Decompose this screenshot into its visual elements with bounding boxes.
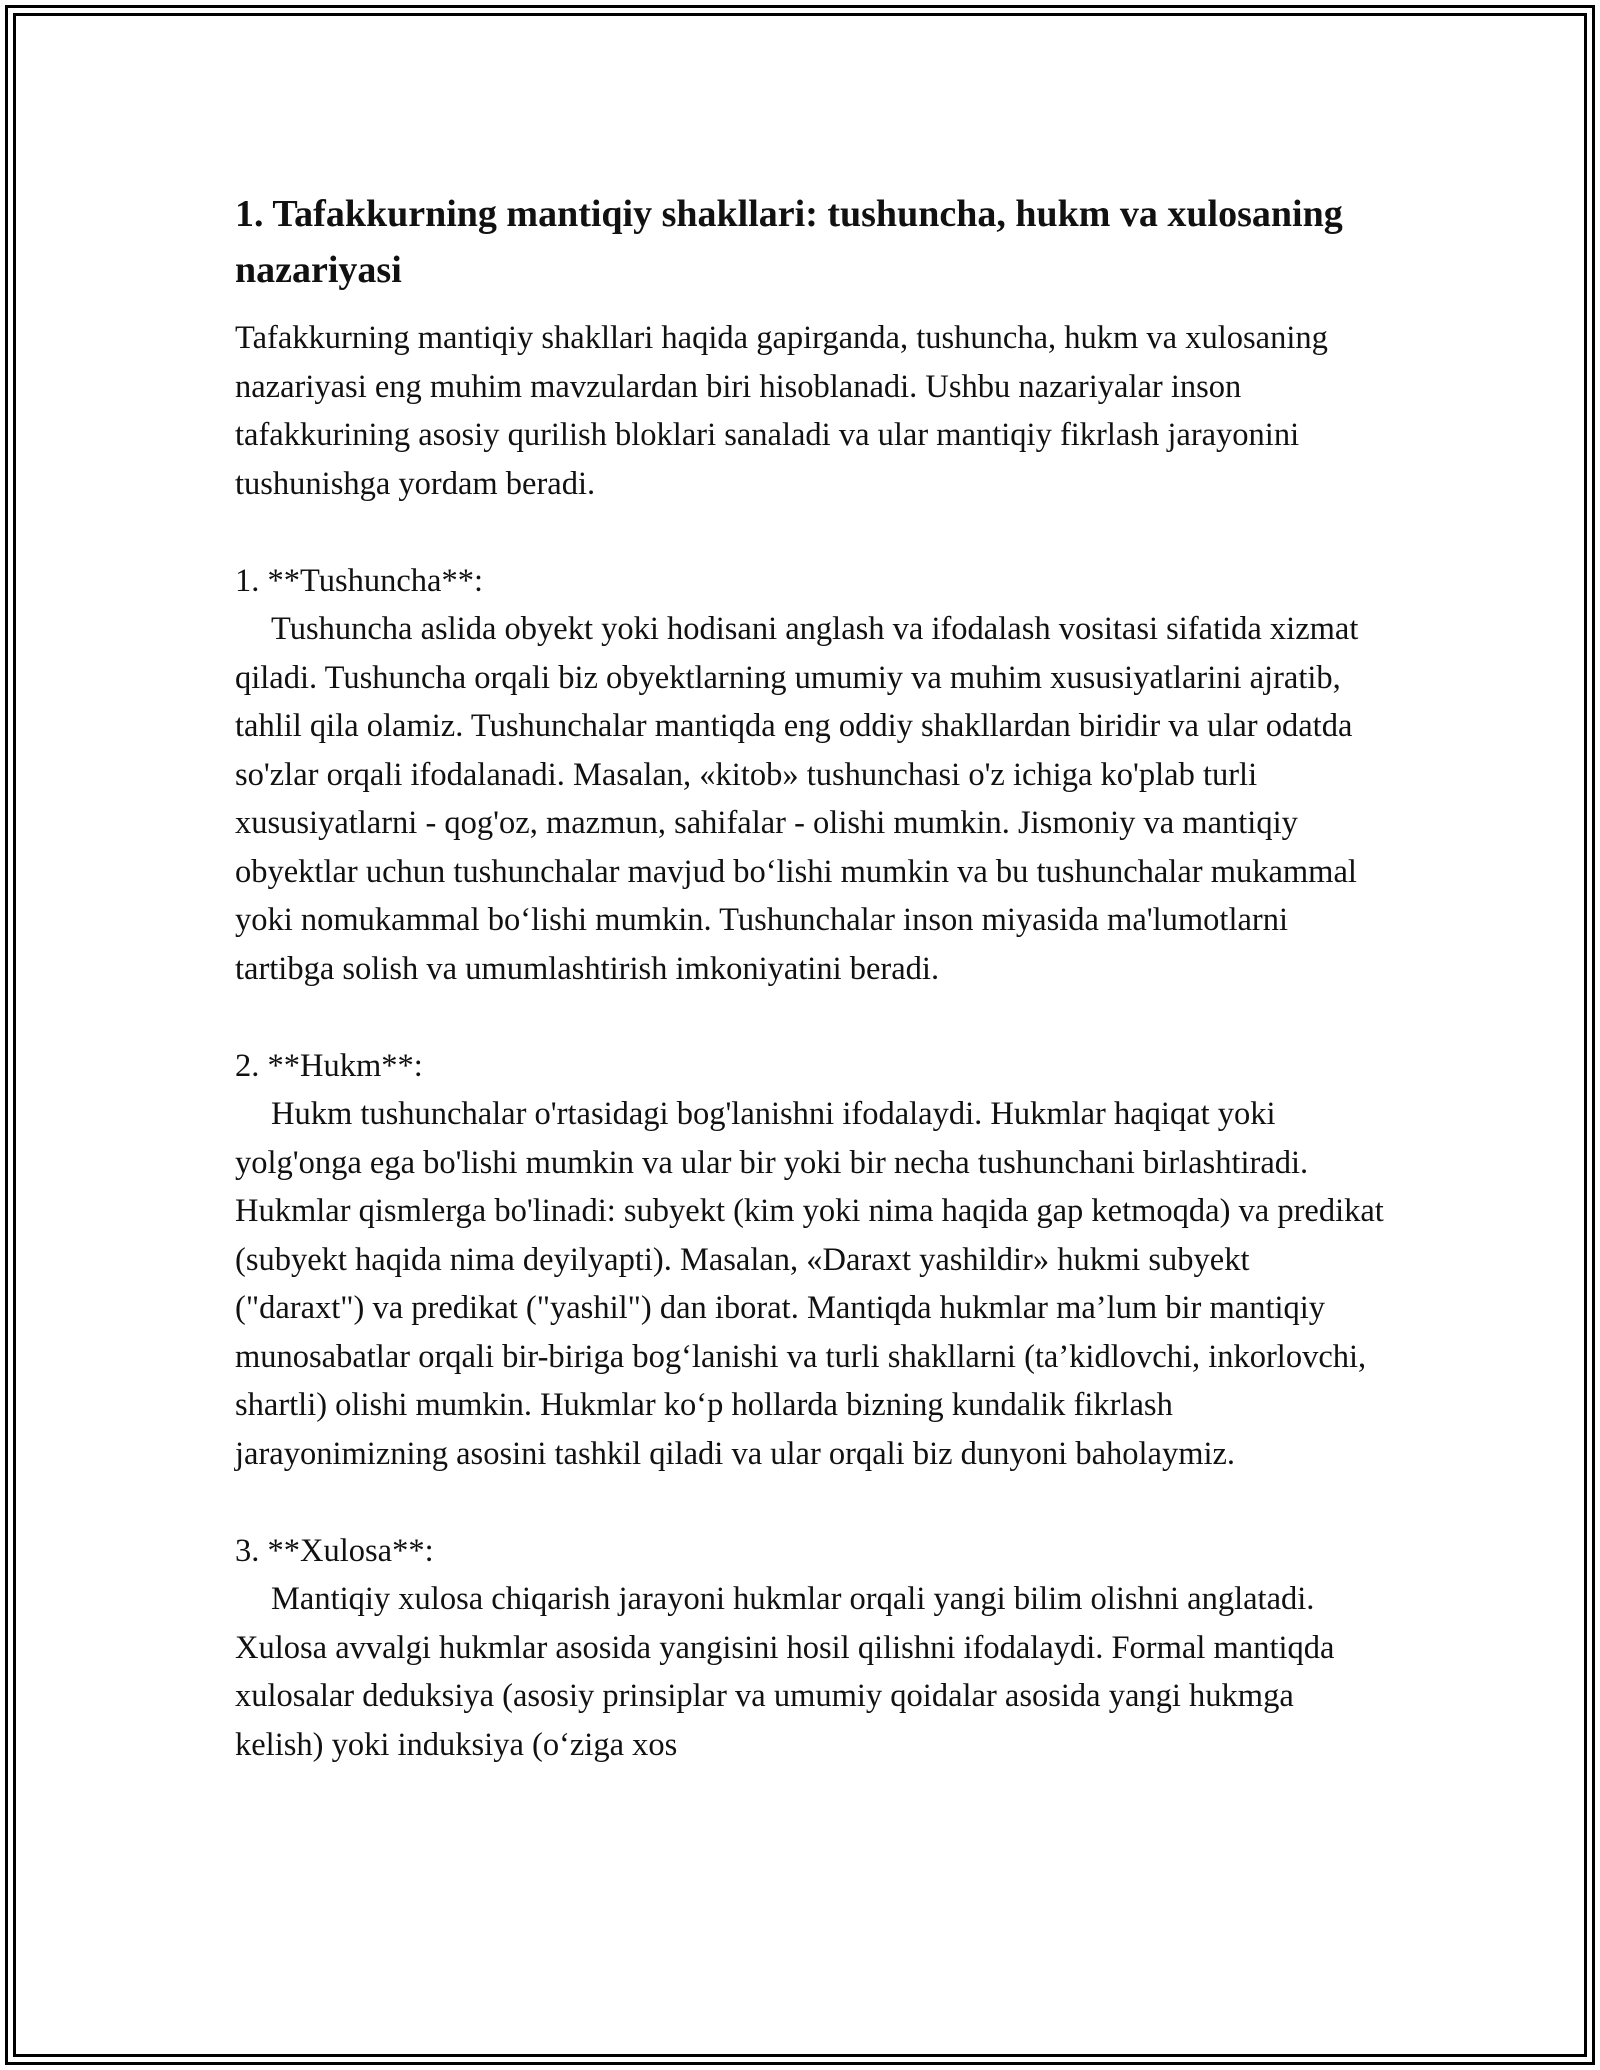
section-body-tushuncha: Tushuncha aslida obyekt yoki hodisani anglash va ifodalash vositasi sifatida xizmat qiladi. Tushuncha orqali biz obyektlarning umumiy va muhim xususiyatlarini ajratib, tahlil qila olamiz. Tushunchalar mantiqda eng oddiy shakllardan biridir va ular odatda so'zlar orqali ifodalanadi. Masalan, «kitob» tushunchasi o'z ichiga ko'plab turli xususiyatlarni - qog'oz, mazmun, sahifalar - olishi mumkin. Jismoniy va mantiqiy obyektlar uchun tushunchalar mavjud boʻlishi mumkin va bu tushunchalar mukammal yoki nomukammal boʻlishi mumkin. Tushunchalar inson miyasida ma'lumotlarni tartibga solish va umumlashtirish imkoniyatini beradi. [235,611,1359,987]
section-heading-hukm: 2. **Hukm**: [235,1047,423,1084]
section-body-xulosa: Mantiqiy xulosa chiqarish jarayoni hukmlar orqali yangi bilim olishni anglatadi. Xulosa avvalgi hukmlar asosida yangisini hosil qilishni ifodalaydi. Formal mantiqda xulosalar deduksiya (asosiy prinsiplar va umumiy qoidalar asosida yangi hukmga kelish) yoki induksiya (oʻziga xos [235,1581,1335,1763]
section-heading-xulosa: 3. **Xulosa**: [235,1532,434,1569]
section-body-hukm: Hukm tushunchalar o'rtasidagi bog'lanishni ifodalaydi. Hukmlar haqiqat yoki yolg'onga ega bo'lishi mumkin va ular bir yoki bir necha tushunchani birlashtiradi. Hukmlar qismlerga bo'linadi: subyekt (kim yoki nima haqida gap ketmoqda) va predikat (subyekt haqida nima deyilyapti). Masalan, «Daraxt yashildir» hukmi subyekt ("daraxt") va predikat ("yashil") dan iborat. Mantiqda hukmlar ma’lum bir mantiqiy munosabatlar orqali bir-biriga bogʻlanishi va turli shakllarni (ta’kidlovchi, inkorlovchi, shartli) olishi mumkin. Hukmlar koʻp hollarda bizning kundalik fikrlash jarayonimizning asosini tashkil qiladi va ular orqali biz dunyoni baholaymiz. [235,1096,1384,1472]
section-heading-tushuncha: 1. **Tushuncha**: [235,562,483,599]
document-body [235,186,1385,1769]
document-title: 1. Tafakkurning mantiqiy shakllari: tushuncha, hukm va xulosaning nazariyasi [235,193,1343,291]
intro-paragraph: Tafakkurning mantiqiy shakllari haqida gapirganda, tushuncha, hukm va xulosaning nazariyasi eng muhim mavzulardan biri hisoblanadi. Ushbu nazariyalar inson tafakkurining asosiy qurilish bloklari sanaladi va ular mantiqiy fikrlash jarayonini tushunishga yordam beradi. [235,320,1328,502]
